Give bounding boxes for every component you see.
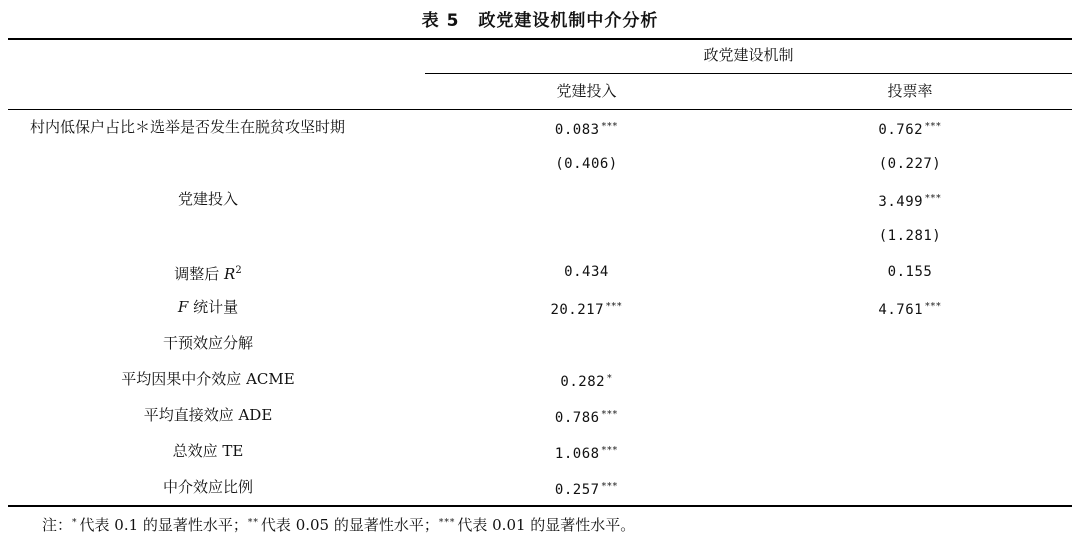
table-note: 注：* 代表 0.1 的显著性水平；** 代表 0.05 的显著性水平；*** 代表 0.01 的显著性水平。	[42, 516, 636, 534]
table-cell: 0.762 ***	[878, 122, 942, 138]
table-cell-se: (0.406)	[555, 156, 618, 172]
row-label-effect-decomposition: 干预效应分解	[162, 334, 253, 352]
row-label-f-statistic: F 统计量	[177, 298, 239, 316]
row-label-party-investment: 党建投入	[177, 190, 238, 208]
table-cell-se: (1.281)	[878, 228, 942, 244]
group-rule	[425, 73, 1072, 74]
header-rule	[8, 109, 1072, 110]
row-label-interaction: 村内低保户占比＊选举是否发生在脱贫攻坚时期	[30, 118, 346, 136]
row-label-ade: 平均直接效应 ADE	[143, 406, 273, 424]
table-cell: 0.083 ***	[554, 122, 619, 138]
table-cell: 1.068 ***	[554, 446, 619, 462]
table-cell: 0.257 ***	[554, 482, 619, 498]
table-number: 表 5	[421, 11, 460, 31]
group-header: 政党建设机制	[703, 46, 794, 64]
table-cell: 3.499 ***	[878, 194, 942, 210]
table-caption: 政党建设机制中介分析	[478, 11, 659, 31]
table-cell: 0.434	[564, 264, 609, 280]
table-cell: 0.282 *	[560, 374, 613, 390]
table-cell-se: (0.227)	[878, 156, 942, 172]
table-cell: 0.786 ***	[554, 410, 619, 426]
column-header-turnout: 投票率	[887, 82, 933, 100]
row-label-total-effect: 总效应 TE	[172, 442, 244, 460]
bottom-rule	[8, 505, 1072, 507]
row-label-mediation-proportion: 中介效应比例	[162, 478, 253, 496]
table-title	[0, 6, 1080, 31]
table-cell: 4.761 ***	[878, 302, 942, 318]
row-label-acme: 平均因果中介效应 ACME	[121, 370, 295, 388]
table-cell: 20.217 ***	[550, 302, 623, 318]
column-header-party-investment: 党建投入	[556, 82, 617, 100]
top-rule	[8, 38, 1072, 40]
table-cell: 0.155	[887, 264, 933, 280]
row-label-adjusted-r2: 调整后 $R^2$	[174, 265, 242, 283]
